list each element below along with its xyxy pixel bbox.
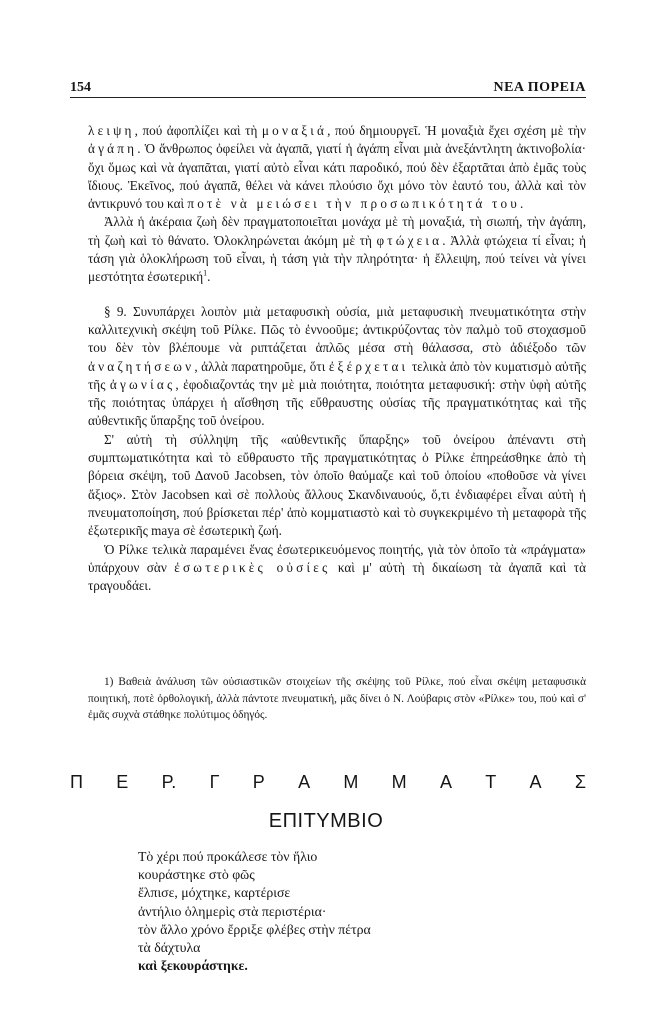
text-run: Ὁ Ρίλκε τελικὰ παραμένει ἕνας ἐσωτερικευόμενος ποιητής, γιὰ τὸν ὁποῖο τὰ «πράγματα» ὑπάρχουν σὰν xyxy=(88,541,586,575)
text-run: , πού ἀφοπλίζει καὶ τὴ xyxy=(134,123,262,138)
poem-line: Τὸ χέρι πού προκάλεσε τὸν ἥλιο xyxy=(138,849,318,864)
section-heading xyxy=(70,772,586,793)
article-body xyxy=(88,122,586,595)
section-heading-letter: Π xyxy=(70,772,83,792)
poem-line: ἔλπισε, μόχτηκε, καρτέρισε xyxy=(138,885,291,901)
emphasis: ἀγάπη xyxy=(88,141,138,157)
section-heading-letter: Ε xyxy=(116,772,129,792)
section-heading-letter: Μ xyxy=(391,772,407,792)
emphasis: ἐσωτερικὲς οὐσίες xyxy=(174,559,331,575)
emphasis: φτώχεια xyxy=(376,232,443,248)
text-run: § 9. Συνυπάρχει λοιπὸν μιὰ μεταφυσικὴ οὐσία, μιὰ μεταφυσικὴ πνευματικότητα στὴν καλλιτεχνικὴ σκέψη τοῦ Ρίλκε. Πῶς τὸ ἐννοοῦμε; ἀντικρύζοντας τὸν παλμὸ τοῦ στοχασμοῦ του δὲν τὸν βλέπουμε νὰ ριπτάζεται ἁπλῶς μέσα στὴ θάλασσα, στὸ ἀδιέξοδο τῶν xyxy=(88,303,586,356)
text-run: . xyxy=(207,269,211,285)
paragraph-5 xyxy=(88,541,586,596)
section-heading-letter: Τ xyxy=(485,772,497,792)
section-heading-letter: Μ xyxy=(343,772,359,792)
poem-line: κουράστηκε στὸ φῶς xyxy=(138,867,255,883)
text-run: . Ἀλλὰ φτώχεια τί εἶναι; ἡ τάση γιὰ ὁλοκλήρωση τοῦ εἶναι, ἡ τάση γιὰ τὴν πληρότητα· ἡ ἔλλειψη, πού τείνει νὰ γίνει μεστότητα ἐσωτερική xyxy=(88,232,586,285)
emphasis: ἀναζητήσεων xyxy=(88,358,195,374)
text-run: Ἀλλὰ ἡ ἀκέραια ζωὴ δὲν πραγματοποιεῖται μονάχα μὲ τὴ μοναξιά, τὴ σιωπή, τὴν ἀγάπη, τὴ ζωὴ καὶ τὸ θάνατο. Ὁλοκληρώνεται ἀκόμη μὲ τὴ xyxy=(88,214,586,248)
footnote-reference[interactable]: 1 xyxy=(203,268,208,278)
section-heading-letter: Σ xyxy=(574,772,586,792)
paragraph-section-9 xyxy=(88,303,586,431)
poem-title: ΕΠΙΤΥΜΒΙΟ xyxy=(268,810,384,832)
page-number: 154 xyxy=(70,80,91,95)
poem-line: τὰ δάχτυλα xyxy=(138,940,201,956)
section-heading-letter: Ρ xyxy=(252,772,265,792)
emphasis: λειψη xyxy=(88,123,135,138)
emphasis: μοναξιά xyxy=(261,123,328,138)
footnote-text: 1) Βαθειὰ ἀνάλυση τῶν οὐσιαστικῶν στοιχείων τῆς σκέψης τοῦ Ρίλκε, πού εἶναι σκέψη μεταφυσικὰ ποιητική, ποτὲ ὀρθολογική, ἀλλὰ πάντοτε πνευματική, μᾶς δίνει ὁ Ν. Λούβαρις στὸν «Ρίλκε» του, πού καὶ σ' ἐμᾶς συχνὰ στάθηκε πολύτιμος ὁδηγός. xyxy=(88,676,586,721)
section-heading-letter: Α xyxy=(298,772,311,792)
text-run: , ἀλλὰ παρατηροῦμε, ὅτι xyxy=(194,358,329,374)
emphasis: ποτὲ νὰ μειώσει τὴν προσωπικότητά του. xyxy=(187,196,527,212)
text-run: , ἐφοδιαζοντάς την μὲ μιὰ ποιότητα, ποιότητα μεταφυσική: στὴν ὑφὴ αὐτῆς τῆς ποιότητας ὑπάρχει ἡ αἴσθηση τῆς εὔθραυστης οὐσίας τῆς πραγματικότητας καὶ τῆς αὐθεντικῆς ὕπαρξης τοῦ ὀνείρου. xyxy=(88,376,586,429)
paragraph-4: Σ' αὐτὴ τὴ σύλληψη τῆς «αὐθεντικῆς ὕπαρξης» τοῦ ὀνείρου ἀπέναντι στὴ συμπτωματικότητα καὶ τὸ εὔθραυστο τῆς πραγματικότητας ὁ Ρίλκε ἐπηρεάσθηκε ἀπὸ τὴ βόρεια σκέψη, τοῦ Δανοῦ Jacobsen, τὸν ὁποῖο θαύμαζε καὶ τοῦ ὁποίου «ποθοῦσε νὰ γίνει ἄξιος». Στὸν Jacobsen καὶ σὲ πολλοὺς ἄλλους Σκανδιναυούς, ὅ,τι ἐνδιαφέρει εἶναι αὐτὴ ἡ πνευματοποίηση, πού βρίσκεται πέρ' ἀπὸ κομματιαστὸ καὶ τὸ συγκεκριμένο τὴ μεταφορὰ τῆς ἐξωτερικῆς maya σὲ ἐσωτερικὴ ζωή. xyxy=(88,431,586,539)
header-rule xyxy=(70,97,586,98)
text-run: τελικὰ ἀπὸ τὸν κυματισμὸ αὐτῆς τῆς xyxy=(88,358,586,392)
poem-line: τὸν ἄλλο χρόνο ἔρριξε φλέβες στὴν πέτρα xyxy=(138,921,371,937)
journal-title: ΝΕΑ ΠΟΡΕΙΑ xyxy=(493,80,586,95)
text-run: καὶ μ' αὐτὴ τὴ δικαίωση τὰ ἀγαπᾶ καὶ τὰ τραγουδάει. xyxy=(88,559,586,594)
text-run: , πού δημιουργεῖ. Ἡ μοναξιὰ ἔχει σχέση μὲ τὴν xyxy=(327,123,586,138)
poem-line: ἀντήλιο ὁλημερὶς στὰ περιστέρια· xyxy=(138,903,327,919)
paragraph-1 xyxy=(88,122,586,213)
emphasis: ἐξέρχεται xyxy=(328,358,409,374)
text-run: . Ὁ ἄνθρωπος ὀφείλει νὰ ἀγαπᾶ, γιατί ἡ ἀγάπη εἶναι μιὰ ἀνεξάντλητη ἀκτινοβολία· ὄχι ὅμως καὶ νὰ ἀγαπᾶται, γιατί αὐτὸ εἶναι κάτι παροδικό, πού δὲν ἐξαρτᾶται ἀπὸ ἐμᾶς τοὺς ἴδιους. Ἐκεῖνος, πού ἀγαπᾶ, θέλει νὰ κάνει πλούσιο ὄχι μόνο τὸν ἑαυτό του, ἀλλὰ καὶ τὸν ἀντικρυνό του καὶ xyxy=(88,141,586,212)
poem-line: καὶ ξεκουράστηκε. xyxy=(138,958,248,974)
section-heading-letter: Γ xyxy=(209,772,220,792)
section-heading-letter: Α xyxy=(529,772,542,792)
emphasis: ἀγωνίας xyxy=(109,376,176,392)
footnote xyxy=(88,674,586,724)
paragraph-2 xyxy=(88,213,586,286)
section-heading-letter: Α xyxy=(439,772,452,792)
section-heading-letter: Ρ. xyxy=(161,772,177,792)
poem xyxy=(138,848,558,975)
